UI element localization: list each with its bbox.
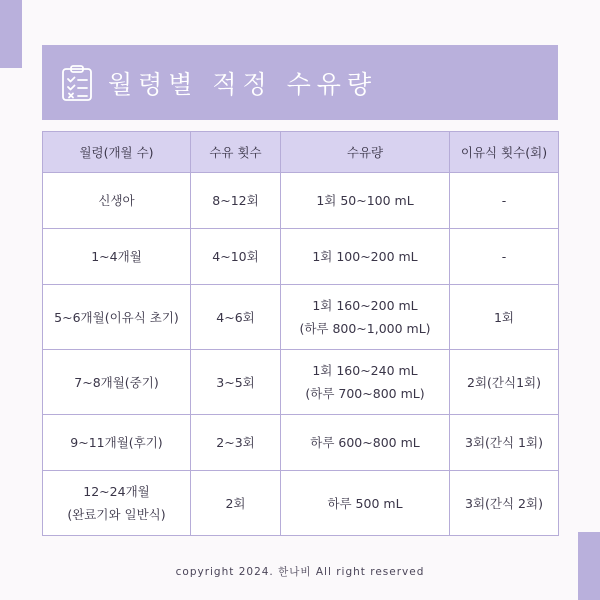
amount-text: 1회 100~200 mL <box>312 249 418 264</box>
table-row <box>43 285 559 350</box>
solid-food-count-cell: - <box>450 173 559 229</box>
amount-daily-text: (하루 800~1,000 mL) <box>299 321 431 336</box>
age-subtext: (완료기와 일반식) <box>67 507 166 522</box>
age-cell <box>43 285 191 350</box>
feeding-count-cell: 8~12회 <box>191 173 281 229</box>
table-row <box>43 229 559 285</box>
age-cell <box>43 173 191 229</box>
corner-decoration-top-left <box>0 0 22 68</box>
feeding-amount-cell <box>281 173 450 229</box>
feeding-count-cell: 4~10회 <box>191 229 281 285</box>
title-banner <box>42 45 558 120</box>
feeding-amount-cell <box>281 285 450 350</box>
age-cell <box>43 229 191 285</box>
amount-text: 하루 500 mL <box>327 495 403 511</box>
age-text: 신생아 <box>98 193 135 208</box>
feeding-amount-cell <box>281 229 450 285</box>
solid-food-count-cell: 1회 <box>450 285 559 350</box>
column-header-feeding-amount: 수유량 <box>281 132 450 173</box>
solid-food-count-cell: - <box>450 229 559 285</box>
solid-food-count-cell: 3회(간식 1회) <box>450 415 559 471</box>
feeding-count-cell: 2회 <box>191 471 281 536</box>
amount-daily-text: (하루 700~800 mL) <box>305 386 425 401</box>
age-cell <box>43 415 191 471</box>
column-header-feeding-count: 수유 횟수 <box>191 132 281 173</box>
feeding-amount-cell <box>281 350 450 415</box>
age-cell <box>43 471 191 536</box>
feeding-table <box>42 131 559 536</box>
table-row <box>43 471 559 536</box>
age-cell <box>43 350 191 415</box>
feeding-amount-cell <box>281 415 450 471</box>
copyright-footer: copyright 2024. 한나비 All right reserved <box>175 566 425 578</box>
table-header-row <box>43 132 559 173</box>
table-row <box>43 415 559 471</box>
amount-text: 1회 160~200 mL <box>312 298 418 313</box>
column-header-age: 월령(개월 수) <box>43 132 191 173</box>
feeding-count-cell: 2~3회 <box>191 415 281 471</box>
amount-text: 1회 50~100 mL <box>316 193 414 208</box>
solid-food-count-cell: 3회(간식 2회) <box>450 471 559 536</box>
feeding-amount-cell <box>281 471 450 536</box>
column-header-solid-food-count: 이유식 횟수(회) <box>450 132 559 173</box>
page-title: 월령별 적정 수유량 <box>108 69 378 99</box>
age-text: 1~4개월 <box>91 249 142 264</box>
solid-food-count-cell: 2회(간식1회) <box>450 350 559 415</box>
age-text: 12~24개월 <box>83 484 150 499</box>
amount-text: 1회 160~240 mL <box>312 363 418 378</box>
table-row <box>43 350 559 415</box>
age-text: 7~8개월(중기) <box>74 374 159 390</box>
feeding-count-cell: 4~6회 <box>191 285 281 350</box>
clipboard-checklist-icon <box>60 64 94 102</box>
amount-text: 하루 600~800 mL <box>310 435 420 450</box>
age-text: 5~6개월(이유식 초기) <box>54 309 179 325</box>
table-row <box>43 173 559 229</box>
age-text: 9~11개월(후기) <box>70 435 163 450</box>
feeding-count-cell: 3~5회 <box>191 350 281 415</box>
